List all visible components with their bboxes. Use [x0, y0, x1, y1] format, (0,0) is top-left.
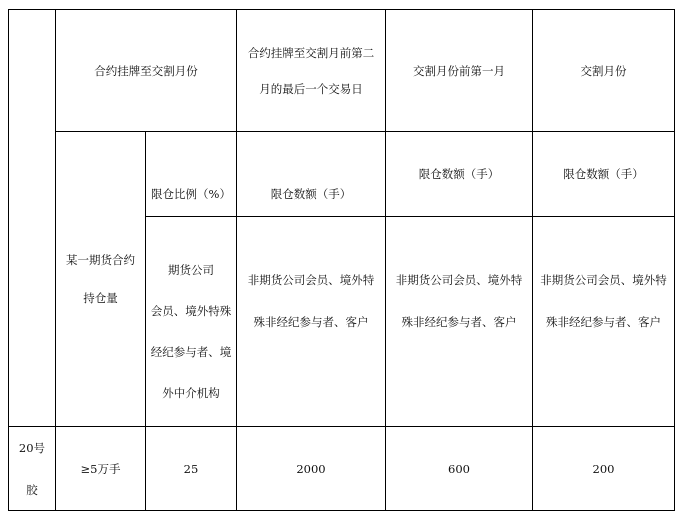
limit-label: 限仓数额（手）	[418, 167, 500, 181]
ratio-label: 限仓比例（%）	[151, 187, 231, 201]
holding-label: 某一期货合约 持仓量	[66, 253, 135, 305]
limit-label: 限仓数额（手）	[270, 187, 352, 201]
limit-label: 限仓数额（手）	[563, 167, 644, 181]
product-name: 20号 胶	[18, 440, 46, 497]
ratio-value: 25	[183, 461, 199, 476]
table-border-right	[674, 9, 675, 511]
limit-value: 600	[448, 461, 470, 476]
header-second-last-month: 合约挂牌至交割月前第二 月的最后一个交易日	[247, 45, 375, 96]
threshold-value: ≥5万手	[80, 461, 121, 476]
member-type: 期货公司 会员、境外特殊 经纪参与者、境 外中介机构	[150, 262, 232, 400]
nonmember-type: 非期货公司会员、境外特 殊非经纪参与者、客户	[247, 273, 375, 329]
header-month-before-delivery: 交割月份前第一月	[413, 63, 505, 78]
header-period: 合约挂牌至交割月份	[94, 63, 198, 78]
header-delivery-month: 交割月份	[580, 63, 627, 78]
limit-value: 200	[592, 461, 615, 476]
nonmember-type: 非期货公司会员、境外特 殊非经纪参与者、客户	[395, 273, 523, 329]
table-border-bottom	[8, 510, 674, 511]
limit-value: 2000	[296, 461, 326, 476]
nonmember-type: 非期货公司会员、境外特 殊非经纪参与者、客户	[540, 273, 667, 329]
